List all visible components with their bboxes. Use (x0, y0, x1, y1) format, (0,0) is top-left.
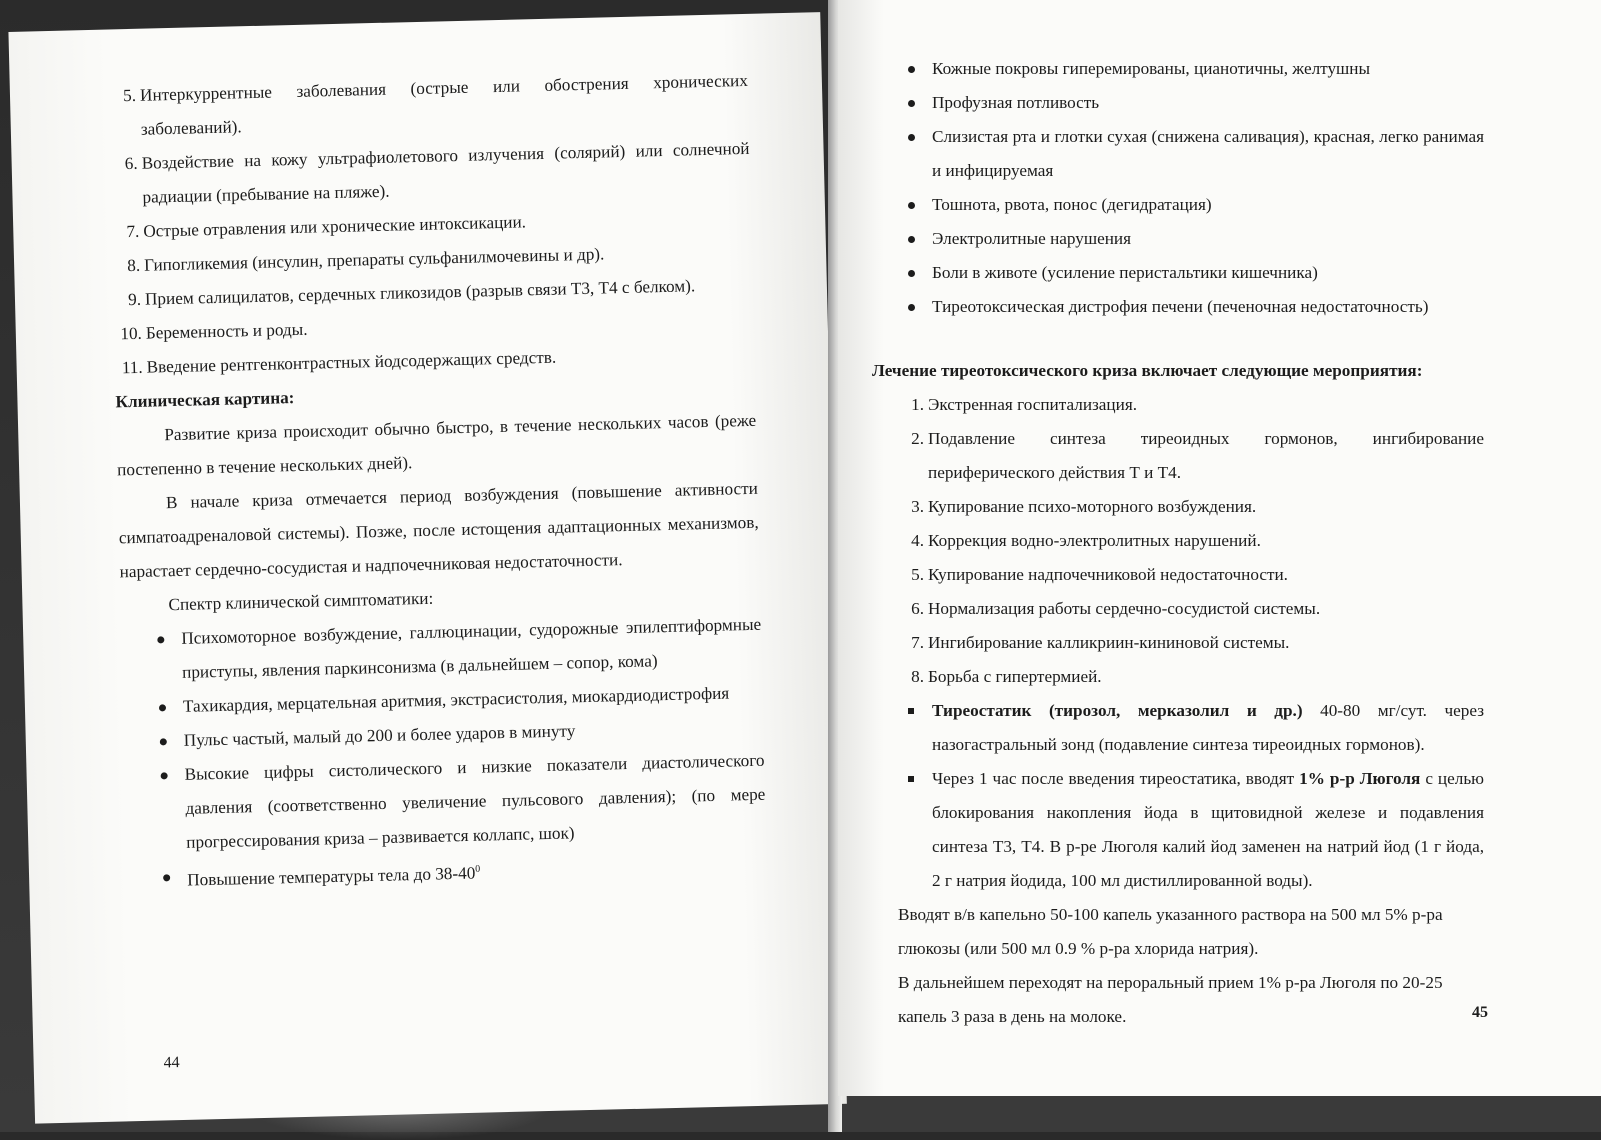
drug-list (906, 694, 1484, 898)
list-item: 6. Воздействие на кожу ультрафиолетового излучения (солярий) или солнечной радиации (пребывание на пляже). (124, 138, 750, 207)
list-item: Высокие цифры систолического и низкие показатели диастолического давления (соответственно увеличение пульсового давления); (по мере прогрессирования криза – развивается коллапс, шок) (158, 744, 766, 861)
list-item: 10. Беременность и роды. (120, 319, 308, 344)
left-page-content (108, 64, 768, 899)
list-item: 3. Купирование психо-моторного возбуждения. (911, 497, 1257, 516)
list-item: 7. Острые отравления или хронические интоксикации. (126, 212, 527, 242)
list-item: 11. Введение рентгенконтрастных йодсодержащих средств. (121, 347, 557, 378)
page-number: 44 (163, 1054, 180, 1072)
paragraph: В дальнейшем переходят на пероральный прием 1% р-ра Люголя по 20-25 капель 3 раза в день на молоке. (898, 973, 1443, 1026)
list-item: 8. Гипогликемия (инсулин, препараты сульфанилмочевины и др). (127, 244, 605, 276)
list-item: Кожные покровы гиперемированы, цианотичны, желтушны (906, 52, 1484, 86)
list-item: Боли в животе (усиление перистальтики кишечника) (906, 256, 1484, 290)
page-number: 45 (1472, 1004, 1488, 1021)
list-item: 4. Коррекция водно-электролитных нарушений. (911, 531, 1261, 550)
degree-superscript: 0 (475, 863, 481, 875)
list-item: 8. Борьба с гипертермией. (911, 667, 1102, 686)
list-item: Пульс частый, малый до 200 и более ударов в минуту (157, 710, 764, 759)
symptom-list-continued (906, 52, 1484, 324)
paragraph: Вводят в/в капельно 50-100 капель указанного раствора на 500 мл 5% р-ра глюкозы (или 500 мл 0.9 % р-ра хлорида натрия). (898, 905, 1443, 958)
list-item: Повышение температуры тела до $38-40^0$ (161, 846, 768, 899)
list-item: 9. Прием салицилатов, сердечных гликозидов (разрыв связи Т3, Т4 с белком). (127, 276, 696, 310)
section-title: Клиническая картина: (115, 388, 295, 412)
list-item: 1. Экстренная госпитализация. (911, 395, 1138, 414)
paragraph: Развитие криза происходит обычно быстро, в течение нескольких часов (реже постепенно в течение нескольких дней). (116, 410, 757, 480)
paragraph: В начале криза отмечается период возбуждения (повышение активности симпатоадреналовой системы). Позже, после истощения адаптационных механизмов, нарастает сердечно-сосудистая и надпочечниковая недостаточности. (118, 478, 759, 582)
list-item: Слизистая рта и глотки сухая (снижена саливация), красная, легко ранимая и инфицируемая (906, 120, 1484, 188)
left-page (8, 12, 846, 1124)
treatment-list (896, 388, 1484, 694)
treatment-title: Лечение тиреотоксического криза включает следующие мероприятия: (872, 361, 1423, 380)
list-item: 2. Подавление синтеза тиреоидных гормонов, ингибирование периферического действия Т и Т4. (911, 429, 1484, 482)
list-item: 5. Интеркуррентные заболевания (острые или обострения хронических заболеваний). (122, 70, 749, 139)
list-item: Электролитные нарушения (906, 222, 1484, 256)
list-item: Тиреотоксическая дистрофия печени (печеночная недостаточность) (906, 290, 1484, 324)
list-item: Психомоторное возбуждение, галлюцинации, судорожные эпилептиформные приступы, явления паркинсонизма (в дальнейшем – сопор, кома) (155, 608, 762, 691)
spectrum-label: Спектр клинической симптоматики: (168, 588, 434, 615)
right-page (838, 0, 1601, 1096)
list-item: Тахикардия, мерцательная аритмия, экстрасистолия, миокардиодистрофия (157, 676, 764, 725)
causes-list (108, 64, 755, 386)
list-item: Профузная потливость (906, 86, 1484, 120)
list-item: 5. Купирование надпочечниковой недостаточности. (911, 565, 1288, 584)
list-item: 7. Ингибирование калликриин-кининовой системы. (911, 633, 1290, 652)
symptom-list (155, 608, 768, 898)
right-page-content (872, 52, 1484, 1034)
list-item: Тошнота, рвота, понос (дегидратация) (906, 188, 1484, 222)
list-item: Тиреостатик (тирозол, мерказолил и др.) 40-80 мг/сут. через назогастральный зонд (подавление синтеза тиреоидных гормонов). (906, 694, 1484, 762)
list-item: Через 1 час после введения тиреостатика, вводят 1% р-р Люголя с целью блокирования накопления йода в щитовидной железе и подавления синтеза Т3, Т4. В р-ре Люголя калий йод заменен на натрий йод (1 г йода, 2 г натрия йодида, 100 мл дистиллированной воды). (906, 762, 1484, 898)
list-item: 6. Нормализация работы сердечно-сосудистой системы. (911, 599, 1321, 618)
